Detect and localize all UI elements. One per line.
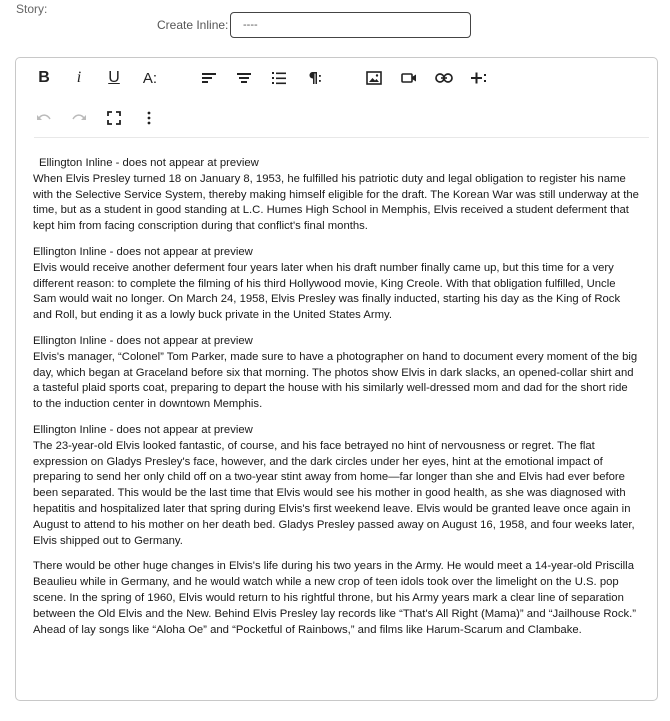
underline-icon: U: [108, 69, 120, 86]
font-size-button[interactable]: [139, 67, 161, 89]
create-inline-label: Create Inline:: [157, 18, 229, 32]
paragraph: Elvis's manager, “Colonel” Tom Parker, made sure to have a photographer on hand to document every moment of the big day, which began at Graceland before six that morning. The photos show Elvis in dark slacks, an opened-collar shirt and a tasteful plaid sports coat, preparing to depart the house with his similarly well-dressed mom and dad for the short ride to the induction center in downtown Memphis.: [33, 350, 638, 411]
align-center-icon: [236, 71, 252, 85]
undo-icon: [36, 112, 52, 124]
redo-icon: [71, 112, 87, 124]
create-inline-select[interactable]: ----: [230, 12, 471, 38]
story-label: Story:: [16, 2, 48, 16]
inline-marker: Ellington Inline - does not appear at preview: [33, 245, 253, 258]
insert-link-button[interactable]: [433, 67, 455, 89]
more-options-icon: [146, 111, 152, 125]
content-block: [33, 245, 639, 324]
more-options-button[interactable]: [138, 107, 160, 129]
inline-marker: Ellington Inline - does not appear at preview: [33, 423, 253, 436]
insert-video-button[interactable]: [398, 67, 420, 89]
text-size-icon: A:: [142, 69, 158, 87]
paragraph: When Elvis Presley turned 18 on January 8, 1953, he fulfilled his patriotic duty and legal obligation to register his name with the Selective Service System, thereby making himself eligible for the draft. The Korean War was still underway at the time, but as a student in good standing at L.C. Humes High School in Memphis, Elvis received a student deferment that kept him from facing conscription during that conflict's final months.: [33, 172, 639, 233]
fullscreen-button[interactable]: [103, 107, 125, 129]
align-left-icon: [201, 71, 217, 85]
toolbar-divider: [34, 137, 649, 138]
fullscreen-icon: [107, 111, 121, 125]
bold-icon: B: [38, 69, 50, 86]
paragraph: There would be other huge changes in Elvis's life during his two years in the Army. He would meet a 14-year-old Priscilla Beaulieu while in Germany, and he would watch while a new crop of teen idols took over the limelight on the U.S. pop scene. In the spring of 1960, Elvis would return to his rightful throne, but his Army years mark a clear line of separation between the Old Elvis and the New. Behind Elvis Presley lay records like “That's All Right (Mama)” and “Jailhouse Rock.” Ahead of lay songs like “Aloha Oe” and “Pocketful of Rainbows,” and films like Harum-Scarum and Clambake.: [33, 560, 637, 636]
paragraph-icon: [306, 71, 322, 85]
insert-more-button[interactable]: [468, 67, 490, 89]
insert-image-button[interactable]: [363, 67, 385, 89]
italic-icon: i: [76, 69, 82, 86]
content-block: [33, 156, 639, 235]
undo-button[interactable]: [33, 107, 55, 129]
italic-button[interactable]: [68, 67, 90, 89]
redo-button[interactable]: [68, 107, 90, 129]
editor-content[interactable]: [33, 156, 639, 648]
align-button[interactable]: [198, 67, 220, 89]
content-block: [33, 423, 639, 549]
ordered-list-icon: [271, 71, 287, 85]
bold-button[interactable]: [33, 67, 55, 89]
content-block: [33, 334, 639, 413]
inline-marker: Ellington Inline - does not appear at preview: [33, 334, 253, 347]
video-icon: [401, 71, 417, 85]
paragraph: Elvis would receive another deferment four years later when his draft number finally came up, but this time for a very different reason: to complete the filming of his third Hollywood movie, King Creole. With that obligation fulfilled, Uncle Sam would wait no longer. On March 24, 1958, Elvis Presley was finally inducted, starting his day as the King of Rock and Roll, but ending it as a lowly buck private in the United States Army.: [33, 261, 621, 322]
underline-button[interactable]: [103, 67, 125, 89]
image-icon: [366, 71, 382, 85]
inline-marker: Ellington Inline - does not appear at preview: [39, 157, 259, 169]
rich-text-editor: [15, 57, 658, 701]
link-icon: [435, 72, 453, 84]
insert-more-icon: [470, 71, 488, 85]
format-button[interactable]: [233, 67, 255, 89]
content-block: [33, 559, 639, 638]
ordered-list-button[interactable]: [268, 67, 290, 89]
paragraph: The 23-year-old Elvis looked fantastic, of course, and his face betrayed no hint of nervousness or regret. The flat expression on Gladys Presley's face, however, and the dark circles under her eyes, hint at the emotional impact of preparing to send her only child off on a two-year stint away from home—far longer than she and Elvis had ever before been separated. This would be the last time that Elvis would see his mother in good health, as she was diagnosed with hepatitis and hospitalized later that spring during Elvis's first weekend leave. Elvis would be granted leave once again in August to attend to his mother on her death bed. Gladys Presley passed away on August 16, 1958, and four weeks later, Elvis shipped out to Germany.: [33, 439, 635, 547]
paragraph-format-button[interactable]: [303, 67, 325, 89]
